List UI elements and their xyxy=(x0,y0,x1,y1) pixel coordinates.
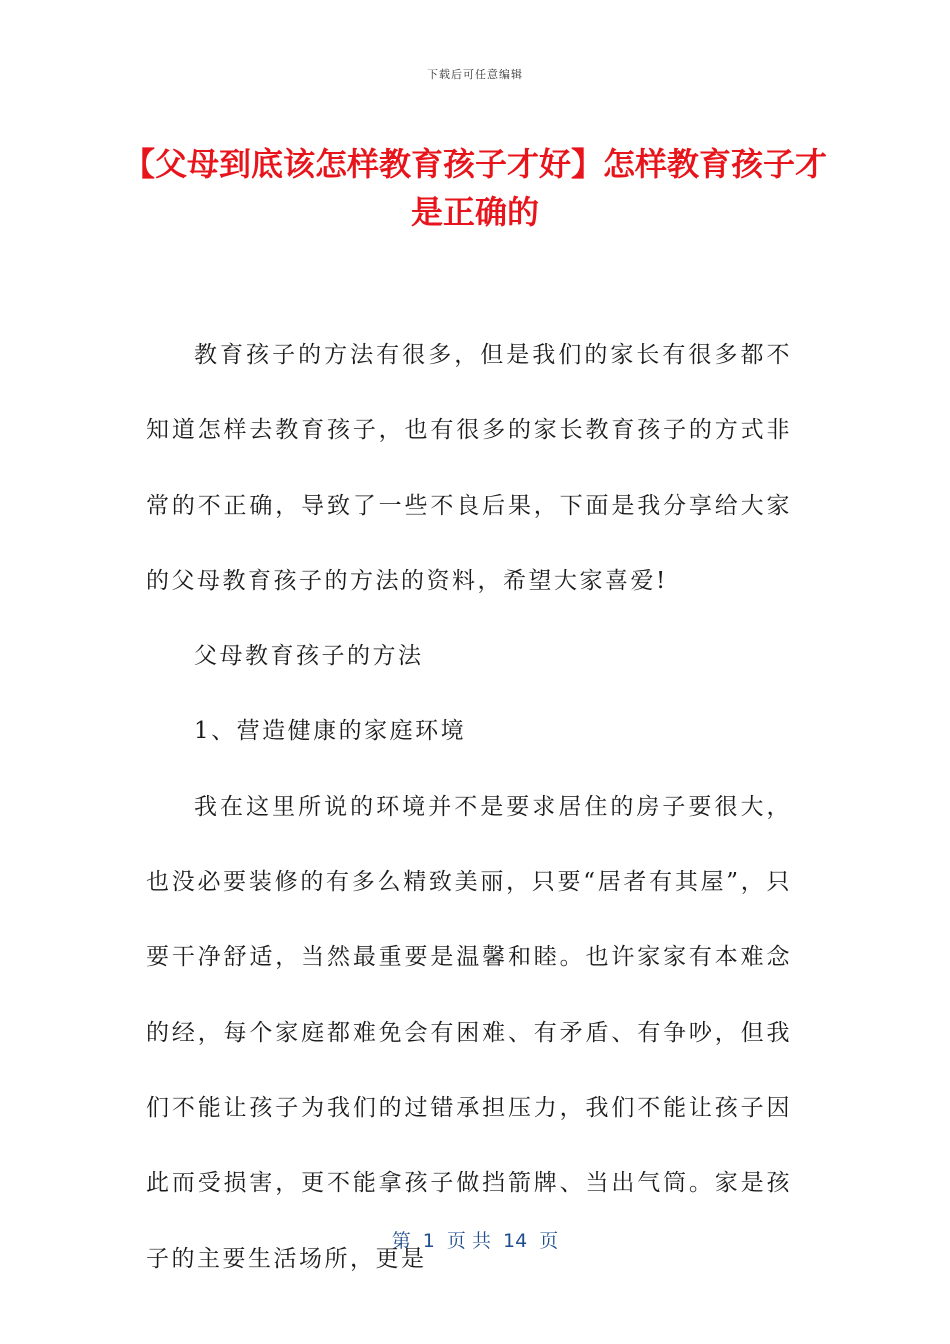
page-number-footer: 第 1 页 共 14 页 xyxy=(391,1230,559,1252)
document-body xyxy=(146,318,792,1297)
header-note: 下载后可任意编辑 xyxy=(427,68,523,81)
body-paragraph: 我在这里所说的环境并不是要求居住的房子要很大，也没必要装修的有多么精致美丽，只要“居者有其屋”，只要干净舒适，当然最重要是温馨和睦。也许家家有本难念的经，每个家庭都难免会有困难、有矛盾、有争吵，但我们不能让孩子为我们的过错承担压力，我们不能让孩子因此而受损害，更不能拿孩子做挡箭牌、当出气筒。家是孩子的主要生活场所，更是 xyxy=(146,793,792,1272)
section-heading: 父母教育孩子的方法 xyxy=(194,643,424,670)
subsection-heading: 1、营造健康的家庭环境 xyxy=(194,718,467,745)
document-title: 【父母到底该怎样教育孩子才好】怎样教育孩子才是正确的 xyxy=(122,145,827,231)
intro-paragraph: 教育孩子的方法有很多，但是我们的家长有很多都不知道怎样去教育孩子，也有很多的家长教育孩子的方式非常的不正确，导致了一些不良后果，下面是我分享给大家的父母教育孩子的方法的资料，希望大家喜爱! xyxy=(146,342,792,594)
